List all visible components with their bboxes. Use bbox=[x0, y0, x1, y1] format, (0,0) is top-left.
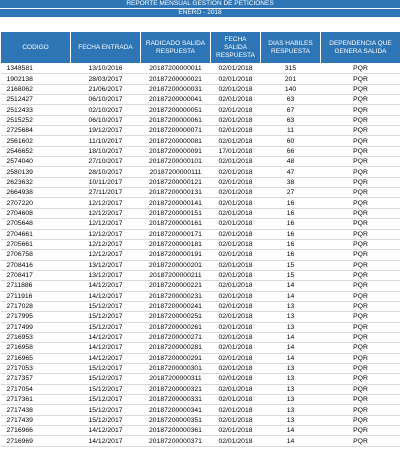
cell-fecha-entrada: 21/06/2017 bbox=[71, 84, 141, 94]
cell-dependencia: PQR bbox=[321, 188, 400, 198]
cell-dias-habiles: 315 bbox=[261, 64, 321, 74]
cell-radicado-salida: 20187200000021 bbox=[141, 74, 211, 84]
cell-fecha-entrada: 27/11/2017 bbox=[71, 188, 141, 198]
cell-dias-habiles: 60 bbox=[261, 136, 321, 146]
cell-fecha-entrada: 14/12/2017 bbox=[71, 332, 141, 342]
cell-radicado-salida: 20187200000151 bbox=[141, 208, 211, 218]
cell-fecha-salida: 02/01/2018 bbox=[211, 281, 261, 291]
cell-dependencia: PQR bbox=[321, 384, 400, 394]
cell-radicado-salida: 20187200000011 bbox=[141, 64, 211, 74]
report-title: REPORTE MENSUAL GESTION DE PETICIONES bbox=[0, 0, 400, 9]
table-row bbox=[1, 395, 400, 405]
table-row bbox=[1, 126, 400, 136]
cell-dependencia: PQR bbox=[321, 208, 400, 218]
cell-codigo: 2716966 bbox=[1, 426, 71, 436]
cell-radicado-salida: 20187200000161 bbox=[141, 219, 211, 229]
cell-radicado-salida: 20187200000251 bbox=[141, 312, 211, 322]
cell-dias-habiles: 16 bbox=[261, 208, 321, 218]
cell-dependencia: PQR bbox=[321, 105, 400, 115]
cell-dependencia: PQR bbox=[321, 167, 400, 177]
table-row bbox=[1, 343, 400, 353]
cell-radicado-salida: 20187200000121 bbox=[141, 177, 211, 187]
cell-fecha-entrada: 18/10/2017 bbox=[71, 146, 141, 156]
cell-codigo: 2717438 bbox=[1, 405, 71, 415]
table-row bbox=[1, 146, 400, 156]
cell-radicado-salida: 20187200000211 bbox=[141, 270, 211, 280]
cell-dependencia: PQR bbox=[321, 229, 400, 239]
cell-dependencia: PQR bbox=[321, 415, 400, 425]
cell-fecha-salida: 02/01/2018 bbox=[211, 126, 261, 136]
cell-codigo: 2717995 bbox=[1, 312, 71, 322]
cell-dias-habiles: 14 bbox=[261, 291, 321, 301]
cell-fecha-salida: 02/01/2018 bbox=[211, 395, 261, 405]
cell-radicado-salida: 20187200000171 bbox=[141, 229, 211, 239]
cell-fecha-salida: 02/01/2018 bbox=[211, 270, 261, 280]
table-row bbox=[1, 270, 400, 280]
cell-fecha-entrada: 19/12/2017 bbox=[71, 126, 141, 136]
cell-dias-habiles: 15 bbox=[261, 270, 321, 280]
cell-dependencia: PQR bbox=[321, 281, 400, 291]
cell-fecha-salida: 02/01/2018 bbox=[211, 167, 261, 177]
cell-dias-habiles: 201 bbox=[261, 74, 321, 84]
spacer bbox=[0, 18, 400, 31]
cell-fecha-entrada: 14/12/2017 bbox=[71, 436, 141, 446]
table-row bbox=[1, 177, 400, 187]
cell-fecha-entrada: 28/03/2017 bbox=[71, 74, 141, 84]
cell-dependencia: PQR bbox=[321, 270, 400, 280]
cell-codigo: 2664938 bbox=[1, 188, 71, 198]
cell-radicado-salida: 20187200000201 bbox=[141, 260, 211, 270]
cell-radicado-salida: 20187200000101 bbox=[141, 157, 211, 167]
cell-radicado-salida: 20187200000331 bbox=[141, 395, 211, 405]
cell-radicado-salida: 20187200000041 bbox=[141, 95, 211, 105]
cell-fecha-salida: 17/01/2018 bbox=[211, 146, 261, 156]
report-period: ENERO - 2018 bbox=[0, 9, 400, 18]
cell-fecha-salida: 02/01/2018 bbox=[211, 95, 261, 105]
cell-fecha-entrada: 15/12/2017 bbox=[71, 415, 141, 425]
cell-fecha-salida: 02/01/2018 bbox=[211, 405, 261, 415]
table-row bbox=[1, 219, 400, 229]
cell-codigo: 2716965 bbox=[1, 353, 71, 363]
cell-fecha-salida: 02/01/2018 bbox=[211, 208, 261, 218]
cell-codigo: 2708416 bbox=[1, 260, 71, 270]
table-row bbox=[1, 198, 400, 208]
header-radicado-salida: RADICADO SALIDA RESPUESTA bbox=[141, 32, 211, 64]
table-row bbox=[1, 157, 400, 167]
cell-radicado-salida: 20187200000091 bbox=[141, 146, 211, 156]
cell-fecha-salida: 02/01/2018 bbox=[211, 312, 261, 322]
cell-dependencia: PQR bbox=[321, 64, 400, 74]
cell-codigo: 2716953 bbox=[1, 332, 71, 342]
cell-fecha-entrada: 06/10/2017 bbox=[71, 95, 141, 105]
cell-dependencia: PQR bbox=[321, 436, 400, 446]
cell-fecha-entrada: 10/11/2017 bbox=[71, 177, 141, 187]
cell-fecha-entrada: 12/12/2017 bbox=[71, 219, 141, 229]
table-row bbox=[1, 322, 400, 332]
table-row bbox=[1, 301, 400, 311]
cell-fecha-salida: 02/01/2018 bbox=[211, 250, 261, 260]
cell-fecha-salida: 02/01/2018 bbox=[211, 322, 261, 332]
cell-dependencia: PQR bbox=[321, 260, 400, 270]
cell-codigo: 2512427 bbox=[1, 95, 71, 105]
cell-dias-habiles: 16 bbox=[261, 229, 321, 239]
cell-dependencia: PQR bbox=[321, 74, 400, 84]
cell-fecha-salida: 02/01/2018 bbox=[211, 436, 261, 446]
cell-fecha-entrada: 14/12/2017 bbox=[71, 343, 141, 353]
cell-codigo: 2515252 bbox=[1, 115, 71, 125]
table-row bbox=[1, 374, 400, 384]
cell-radicado-salida: 20187200000271 bbox=[141, 332, 211, 342]
cell-dias-habiles: 48 bbox=[261, 157, 321, 167]
cell-codigo: 2716958 bbox=[1, 343, 71, 353]
cell-dias-habiles: 16 bbox=[261, 198, 321, 208]
cell-fecha-entrada: 02/10/2017 bbox=[71, 105, 141, 115]
table-row bbox=[1, 384, 400, 394]
cell-fecha-entrada: 12/12/2017 bbox=[71, 250, 141, 260]
table-row bbox=[1, 353, 400, 363]
cell-fecha-salida: 02/01/2018 bbox=[211, 260, 261, 270]
cell-dias-habiles: 13 bbox=[261, 384, 321, 394]
cell-dias-habiles: 13 bbox=[261, 363, 321, 373]
cell-codigo: 2574040 bbox=[1, 157, 71, 167]
cell-dias-habiles: 14 bbox=[261, 426, 321, 436]
table-row bbox=[1, 250, 400, 260]
cell-dependencia: PQR bbox=[321, 374, 400, 384]
cell-dias-habiles: 16 bbox=[261, 239, 321, 249]
petitions-table bbox=[0, 31, 400, 447]
cell-dependencia: PQR bbox=[321, 177, 400, 187]
cell-radicado-salida: 20187200000281 bbox=[141, 343, 211, 353]
cell-fecha-salida: 02/01/2018 bbox=[211, 343, 261, 353]
table-row bbox=[1, 436, 400, 446]
cell-radicado-salida: 20187200000261 bbox=[141, 322, 211, 332]
cell-codigo: 2512433 bbox=[1, 105, 71, 115]
cell-dependencia: PQR bbox=[321, 291, 400, 301]
table-body bbox=[1, 64, 400, 447]
table-row bbox=[1, 312, 400, 322]
cell-dias-habiles: 67 bbox=[261, 105, 321, 115]
table-row bbox=[1, 105, 400, 115]
cell-fecha-entrada: 14/12/2017 bbox=[71, 353, 141, 363]
cell-radicado-salida: 20187200000231 bbox=[141, 291, 211, 301]
cell-radicado-salida: 20187200000221 bbox=[141, 281, 211, 291]
cell-codigo: 2716969 bbox=[1, 436, 71, 446]
cell-dependencia: PQR bbox=[321, 198, 400, 208]
header-fecha-entrada: FECHA ENTRADA bbox=[71, 32, 141, 64]
cell-fecha-entrada: 12/12/2017 bbox=[71, 239, 141, 249]
cell-radicado-salida: 20187200000361 bbox=[141, 426, 211, 436]
cell-fecha-entrada: 12/12/2017 bbox=[71, 229, 141, 239]
cell-codigo: 2623632 bbox=[1, 177, 71, 187]
cell-fecha-entrada: 15/12/2017 bbox=[71, 405, 141, 415]
cell-radicado-salida: 20187200000131 bbox=[141, 188, 211, 198]
cell-fecha-entrada: 13/12/2017 bbox=[71, 260, 141, 270]
cell-dias-habiles: 14 bbox=[261, 332, 321, 342]
cell-fecha-salida: 02/01/2018 bbox=[211, 177, 261, 187]
cell-codigo: 2717499 bbox=[1, 322, 71, 332]
cell-dependencia: PQR bbox=[321, 301, 400, 311]
cell-codigo: 2711886 bbox=[1, 281, 71, 291]
cell-fecha-salida: 02/01/2018 bbox=[211, 74, 261, 84]
header-codigo: CODIGO bbox=[1, 32, 71, 64]
cell-dias-habiles: 13 bbox=[261, 405, 321, 415]
cell-dependencia: PQR bbox=[321, 405, 400, 415]
cell-codigo: 2717357 bbox=[1, 374, 71, 384]
cell-radicado-salida: 20187200000241 bbox=[141, 301, 211, 311]
cell-dependencia: PQR bbox=[321, 146, 400, 156]
cell-fecha-salida: 02/01/2018 bbox=[211, 332, 261, 342]
cell-dependencia: PQR bbox=[321, 353, 400, 363]
cell-fecha-entrada: 15/12/2017 bbox=[71, 322, 141, 332]
cell-fecha-entrada: 14/12/2017 bbox=[71, 426, 141, 436]
cell-fecha-salida: 02/01/2018 bbox=[211, 198, 261, 208]
cell-dependencia: PQR bbox=[321, 250, 400, 260]
cell-radicado-salida: 20187200000181 bbox=[141, 239, 211, 249]
cell-dependencia: PQR bbox=[321, 312, 400, 322]
cell-fecha-salida: 02/01/2018 bbox=[211, 105, 261, 115]
cell-fecha-entrada: 15/12/2017 bbox=[71, 312, 141, 322]
table-row bbox=[1, 64, 400, 74]
cell-fecha-salida: 02/01/2018 bbox=[211, 415, 261, 425]
cell-dependencia: PQR bbox=[321, 322, 400, 332]
table-row bbox=[1, 363, 400, 373]
cell-dependencia: PQR bbox=[321, 84, 400, 94]
header-dias-habiles: DIAS HABILES RESPUESTA bbox=[261, 32, 321, 64]
cell-dias-habiles: 66 bbox=[261, 146, 321, 156]
cell-fecha-entrada: 13/10/2016 bbox=[71, 64, 141, 74]
cell-codigo: 2704661 bbox=[1, 229, 71, 239]
cell-codigo: 2546652 bbox=[1, 146, 71, 156]
cell-fecha-entrada: 06/10/2017 bbox=[71, 115, 141, 125]
cell-codigo: 1348581 bbox=[1, 64, 71, 74]
cell-fecha-salida: 02/01/2018 bbox=[211, 363, 261, 373]
cell-dias-habiles: 13 bbox=[261, 301, 321, 311]
cell-dias-habiles: 14 bbox=[261, 343, 321, 353]
cell-dependencia: PQR bbox=[321, 239, 400, 249]
cell-codigo: 2717361 bbox=[1, 395, 71, 405]
cell-fecha-salida: 02/01/2018 bbox=[211, 374, 261, 384]
cell-fecha-entrada: 13/12/2017 bbox=[71, 270, 141, 280]
cell-radicado-salida: 20187200000031 bbox=[141, 84, 211, 94]
table-row bbox=[1, 115, 400, 125]
cell-fecha-salida: 02/01/2018 bbox=[211, 384, 261, 394]
cell-fecha-salida: 02/01/2018 bbox=[211, 301, 261, 311]
cell-codigo: 2706758 bbox=[1, 250, 71, 260]
cell-dependencia: PQR bbox=[321, 426, 400, 436]
cell-fecha-salida: 02/01/2018 bbox=[211, 239, 261, 249]
cell-fecha-entrada: 15/12/2017 bbox=[71, 374, 141, 384]
cell-fecha-entrada: 11/10/2017 bbox=[71, 136, 141, 146]
cell-dependencia: PQR bbox=[321, 219, 400, 229]
cell-fecha-entrada: 15/12/2017 bbox=[71, 363, 141, 373]
cell-codigo: 2561602 bbox=[1, 136, 71, 146]
table-row bbox=[1, 84, 400, 94]
table-row bbox=[1, 136, 400, 146]
table-row bbox=[1, 260, 400, 270]
cell-dias-habiles: 14 bbox=[261, 281, 321, 291]
cell-radicado-salida: 20187200000291 bbox=[141, 353, 211, 363]
cell-codigo: 2717439 bbox=[1, 415, 71, 425]
cell-radicado-salida: 20187200000081 bbox=[141, 136, 211, 146]
cell-fecha-salida: 02/01/2018 bbox=[211, 188, 261, 198]
cell-fecha-entrada: 15/12/2017 bbox=[71, 395, 141, 405]
cell-dependencia: PQR bbox=[321, 157, 400, 167]
cell-codigo: 2717053 bbox=[1, 363, 71, 373]
table-row bbox=[1, 281, 400, 291]
cell-fecha-salida: 02/01/2018 bbox=[211, 219, 261, 229]
table-row bbox=[1, 167, 400, 177]
cell-radicado-salida: 20187200000061 bbox=[141, 115, 211, 125]
cell-dias-habiles: 140 bbox=[261, 84, 321, 94]
table-row bbox=[1, 426, 400, 436]
cell-fecha-salida: 02/01/2018 bbox=[211, 353, 261, 363]
cell-codigo: 2717054 bbox=[1, 384, 71, 394]
table-row bbox=[1, 229, 400, 239]
cell-radicado-salida: 20187200000141 bbox=[141, 198, 211, 208]
cell-radicado-salida: 20187200000371 bbox=[141, 436, 211, 446]
cell-dependencia: PQR bbox=[321, 126, 400, 136]
cell-fecha-salida: 02/01/2018 bbox=[211, 64, 261, 74]
cell-fecha-salida: 02/01/2018 bbox=[211, 157, 261, 167]
cell-fecha-entrada: 14/12/2017 bbox=[71, 281, 141, 291]
cell-dias-habiles: 38 bbox=[261, 177, 321, 187]
cell-fecha-salida: 02/01/2018 bbox=[211, 84, 261, 94]
cell-dias-habiles: 63 bbox=[261, 115, 321, 125]
cell-codigo: 2717028 bbox=[1, 301, 71, 311]
cell-fecha-entrada: 12/12/2017 bbox=[71, 198, 141, 208]
cell-fecha-salida: 02/01/2018 bbox=[211, 115, 261, 125]
table-row bbox=[1, 405, 400, 415]
cell-radicado-salida: 20187200000051 bbox=[141, 105, 211, 115]
cell-dias-habiles: 47 bbox=[261, 167, 321, 177]
cell-dias-habiles: 13 bbox=[261, 395, 321, 405]
cell-dependencia: PQR bbox=[321, 395, 400, 405]
cell-fecha-entrada: 15/12/2017 bbox=[71, 384, 141, 394]
cell-codigo: 2705661 bbox=[1, 239, 71, 249]
cell-fecha-salida: 02/01/2018 bbox=[211, 136, 261, 146]
cell-codigo: 1902138 bbox=[1, 74, 71, 84]
cell-dependencia: PQR bbox=[321, 343, 400, 353]
cell-codigo: 2580139 bbox=[1, 167, 71, 177]
cell-fecha-entrada: 12/12/2017 bbox=[71, 208, 141, 218]
cell-radicado-salida: 20187200000311 bbox=[141, 374, 211, 384]
cell-fecha-entrada: 14/12/2017 bbox=[71, 291, 141, 301]
cell-codigo: 2168062 bbox=[1, 84, 71, 94]
cell-codigo: 2725684 bbox=[1, 126, 71, 136]
cell-fecha-salida: 02/01/2018 bbox=[211, 291, 261, 301]
cell-codigo: 2708417 bbox=[1, 270, 71, 280]
table-row bbox=[1, 291, 400, 301]
cell-radicado-salida: 20187200000071 bbox=[141, 126, 211, 136]
cell-radicado-salida: 20187200000301 bbox=[141, 363, 211, 373]
table-row bbox=[1, 239, 400, 249]
cell-dias-habiles: 13 bbox=[261, 415, 321, 425]
cell-dias-habiles: 14 bbox=[261, 353, 321, 363]
cell-dias-habiles: 13 bbox=[261, 312, 321, 322]
table-row bbox=[1, 208, 400, 218]
cell-dias-habiles: 63 bbox=[261, 95, 321, 105]
cell-radicado-salida: 20187200000191 bbox=[141, 250, 211, 260]
cell-dias-habiles: 15 bbox=[261, 260, 321, 270]
cell-fecha-entrada: 28/10/2017 bbox=[71, 167, 141, 177]
cell-radicado-salida: 20187200000111 bbox=[141, 167, 211, 177]
cell-dias-habiles: 16 bbox=[261, 250, 321, 260]
cell-radicado-salida: 20187200000321 bbox=[141, 384, 211, 394]
header-dependencia: DEPENDENCIA QUE GENERA SALIDA bbox=[321, 32, 400, 64]
table-row bbox=[1, 74, 400, 84]
cell-dias-habiles: 11 bbox=[261, 126, 321, 136]
table-row bbox=[1, 415, 400, 425]
header-fecha-salida: FECHA SALIDA RESPUESTA bbox=[211, 32, 261, 64]
cell-fecha-entrada: 27/10/2017 bbox=[71, 157, 141, 167]
cell-dias-habiles: 13 bbox=[261, 322, 321, 332]
cell-dependencia: PQR bbox=[321, 115, 400, 125]
cell-codigo: 2707220 bbox=[1, 198, 71, 208]
cell-fecha-salida: 02/01/2018 bbox=[211, 229, 261, 239]
cell-dependencia: PQR bbox=[321, 136, 400, 146]
cell-fecha-salida: 02/01/2018 bbox=[211, 426, 261, 436]
table-row bbox=[1, 188, 400, 198]
cell-dependencia: PQR bbox=[321, 363, 400, 373]
table-row bbox=[1, 95, 400, 105]
cell-fecha-entrada: 15/12/2017 bbox=[71, 301, 141, 311]
table-header-row bbox=[1, 32, 400, 64]
table-row bbox=[1, 332, 400, 342]
cell-codigo: 2705648 bbox=[1, 219, 71, 229]
cell-radicado-salida: 20187200000351 bbox=[141, 415, 211, 425]
cell-dias-habiles: 14 bbox=[261, 436, 321, 446]
cell-dependencia: PQR bbox=[321, 332, 400, 342]
cell-dependencia: PQR bbox=[321, 95, 400, 105]
cell-codigo: 2704608 bbox=[1, 208, 71, 218]
cell-dias-habiles: 13 bbox=[261, 374, 321, 384]
cell-dias-habiles: 27 bbox=[261, 188, 321, 198]
cell-codigo: 2711916 bbox=[1, 291, 71, 301]
cell-radicado-salida: 20187200000341 bbox=[141, 405, 211, 415]
cell-dias-habiles: 16 bbox=[261, 219, 321, 229]
